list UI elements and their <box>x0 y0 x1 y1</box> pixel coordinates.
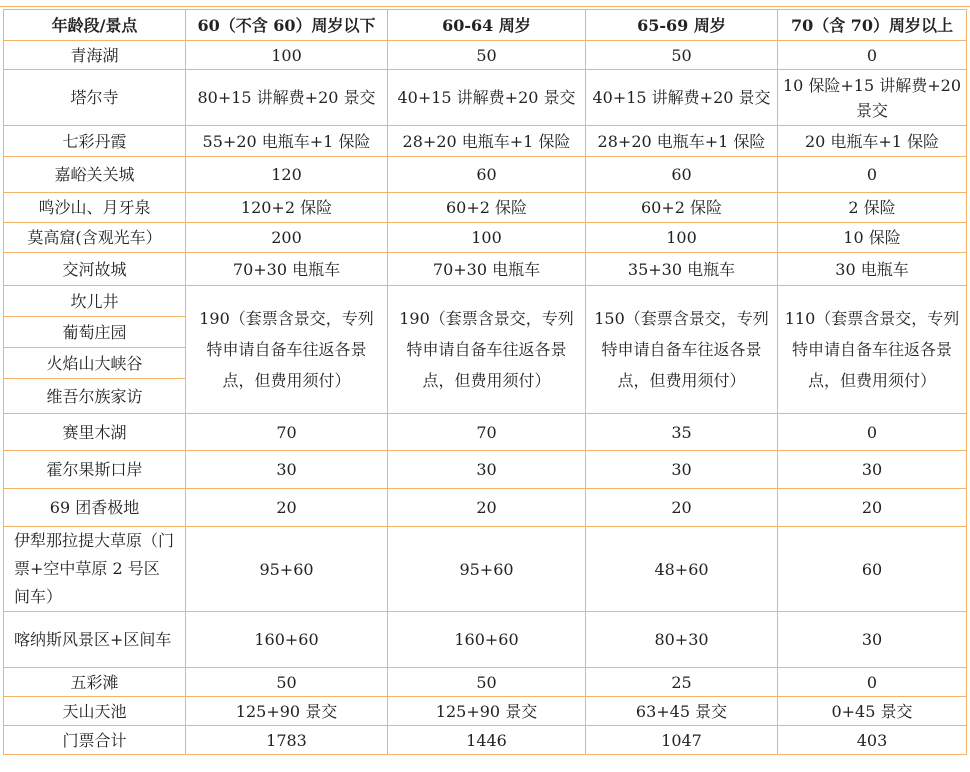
price-cell: 0 <box>778 41 967 70</box>
price-cell: 35 <box>586 414 778 451</box>
table-row <box>4 70 967 126</box>
attraction-name: 鸣沙山、月牙泉 <box>4 193 186 223</box>
price-cell: 20 <box>186 489 388 527</box>
price-cell: 50 <box>388 41 586 70</box>
total-cell: 1446 <box>388 726 586 755</box>
table-row <box>4 41 967 70</box>
total-label: 门票合计 <box>4 726 186 755</box>
price-cell: 35+30 电瓶车 <box>586 253 778 286</box>
table-header-row <box>4 10 967 41</box>
price-cell: 30 <box>778 451 967 489</box>
attraction-name: 葡萄庄园 <box>4 317 186 348</box>
attraction-name: 坎儿井 <box>4 286 186 317</box>
price-cell: 10 保险+15 讲解费+20 景交 <box>778 70 967 126</box>
price-cell: 40+15 讲解费+20 景交 <box>388 70 586 126</box>
price-cell: 120+2 保险 <box>186 193 388 223</box>
table-row <box>4 286 967 317</box>
price-cell: 30 电瓶车 <box>778 253 967 286</box>
price-cell: 20 <box>778 489 967 527</box>
top-border-line <box>0 0 970 7</box>
price-cell: 125+90 景交 <box>186 697 388 726</box>
price-cell: 25 <box>586 668 778 697</box>
price-cell: 0 <box>778 157 967 193</box>
header-cell: 70（含 70）周岁以上 <box>778 10 967 41</box>
package-price-cell: 150（套票含景交，专列特申请自备车往返各景点，但费用须付） <box>586 286 778 414</box>
price-cell: 0 <box>778 414 967 451</box>
price-cell: 70+30 电瓶车 <box>388 253 586 286</box>
total-cell: 403 <box>778 726 967 755</box>
attraction-name: 69 团香极地 <box>4 489 186 527</box>
attraction-name: 喀纳斯风景区+区间车 <box>4 612 186 668</box>
table-row <box>4 527 967 612</box>
price-cell: 50 <box>586 41 778 70</box>
price-cell: 40+15 讲解费+20 景交 <box>586 70 778 126</box>
attraction-name: 伊犁那拉提大草原（门票+空中草原 2 号区间车） <box>4 527 186 612</box>
price-cell: 55+20 电瓶车+1 保险 <box>186 126 388 157</box>
table-row <box>4 451 967 489</box>
price-cell: 0+45 景交 <box>778 697 967 726</box>
table-row <box>4 612 967 668</box>
table-row <box>4 697 967 726</box>
table-row <box>4 223 967 253</box>
price-cell: 60 <box>586 157 778 193</box>
table-row <box>4 489 967 527</box>
package-price-cell: 110（套票含景交，专列特申请自备车往返各景点，但费用须付） <box>778 286 967 414</box>
price-cell: 160+60 <box>186 612 388 668</box>
price-cell: 50 <box>388 668 586 697</box>
attraction-name: 塔尔寺 <box>4 70 186 126</box>
price-cell: 2 保险 <box>778 193 967 223</box>
price-cell: 20 <box>586 489 778 527</box>
price-cell: 125+90 景交 <box>388 697 586 726</box>
price-cell: 100 <box>388 223 586 253</box>
price-cell: 160+60 <box>388 612 586 668</box>
attraction-name: 交河故城 <box>4 253 186 286</box>
table-row <box>4 126 967 157</box>
price-cell: 70 <box>388 414 586 451</box>
price-cell: 70 <box>186 414 388 451</box>
price-cell: 60 <box>388 157 586 193</box>
price-cell: 28+20 电瓶车+1 保险 <box>388 126 586 157</box>
price-cell: 63+45 景交 <box>586 697 778 726</box>
price-cell: 30 <box>778 612 967 668</box>
table-total-row <box>4 726 967 755</box>
table-row <box>4 414 967 451</box>
package-price-cell: 190（套票含景交，专列特申请自备车往返各景点，但费用须付） <box>388 286 586 414</box>
attraction-name: 霍尔果斯口岸 <box>4 451 186 489</box>
price-cell: 30 <box>586 451 778 489</box>
price-cell: 20 <box>388 489 586 527</box>
header-cell: 65-69 周岁 <box>586 10 778 41</box>
attraction-name: 火焰山大峡谷 <box>4 348 186 379</box>
total-cell: 1783 <box>186 726 388 755</box>
table-row <box>4 668 967 697</box>
price-cell: 100 <box>586 223 778 253</box>
header-cell: 年龄段/景点 <box>4 10 186 41</box>
price-cell: 10 保险 <box>778 223 967 253</box>
header-cell: 60（不含 60）周岁以下 <box>186 10 388 41</box>
price-cell: 200 <box>186 223 388 253</box>
ticket-price-table <box>3 9 967 755</box>
attraction-name: 莫高窟(含观光车） <box>4 223 186 253</box>
price-cell: 60+2 保险 <box>388 193 586 223</box>
price-cell: 30 <box>388 451 586 489</box>
price-cell: 120 <box>186 157 388 193</box>
package-price-cell: 190（套票含景交，专列特申请自备车往返各景点，但费用须付） <box>186 286 388 414</box>
price-cell: 100 <box>186 41 388 70</box>
table-row <box>4 193 967 223</box>
attraction-name: 嘉峪关关城 <box>4 157 186 193</box>
price-cell: 70+30 电瓶车 <box>186 253 388 286</box>
attraction-name: 赛里木湖 <box>4 414 186 451</box>
attraction-name: 维吾尔族家访 <box>4 379 186 414</box>
price-cell: 95+60 <box>388 527 586 612</box>
attraction-name: 五彩滩 <box>4 668 186 697</box>
price-cell: 30 <box>186 451 388 489</box>
header-cell: 60-64 周岁 <box>388 10 586 41</box>
total-cell: 1047 <box>586 726 778 755</box>
price-cell: 60+2 保险 <box>586 193 778 223</box>
price-cell: 0 <box>778 668 967 697</box>
table-row <box>4 253 967 286</box>
price-cell: 80+30 <box>586 612 778 668</box>
price-cell: 28+20 电瓶车+1 保险 <box>586 126 778 157</box>
price-cell: 80+15 讲解费+20 景交 <box>186 70 388 126</box>
price-cell: 50 <box>186 668 388 697</box>
price-cell: 60 <box>778 527 967 612</box>
table-row <box>4 157 967 193</box>
attraction-name: 天山天池 <box>4 697 186 726</box>
price-cell: 48+60 <box>586 527 778 612</box>
attraction-name: 青海湖 <box>4 41 186 70</box>
price-cell: 20 电瓶车+1 保险 <box>778 126 967 157</box>
price-cell: 95+60 <box>186 527 388 612</box>
attraction-name: 七彩丹霞 <box>4 126 186 157</box>
